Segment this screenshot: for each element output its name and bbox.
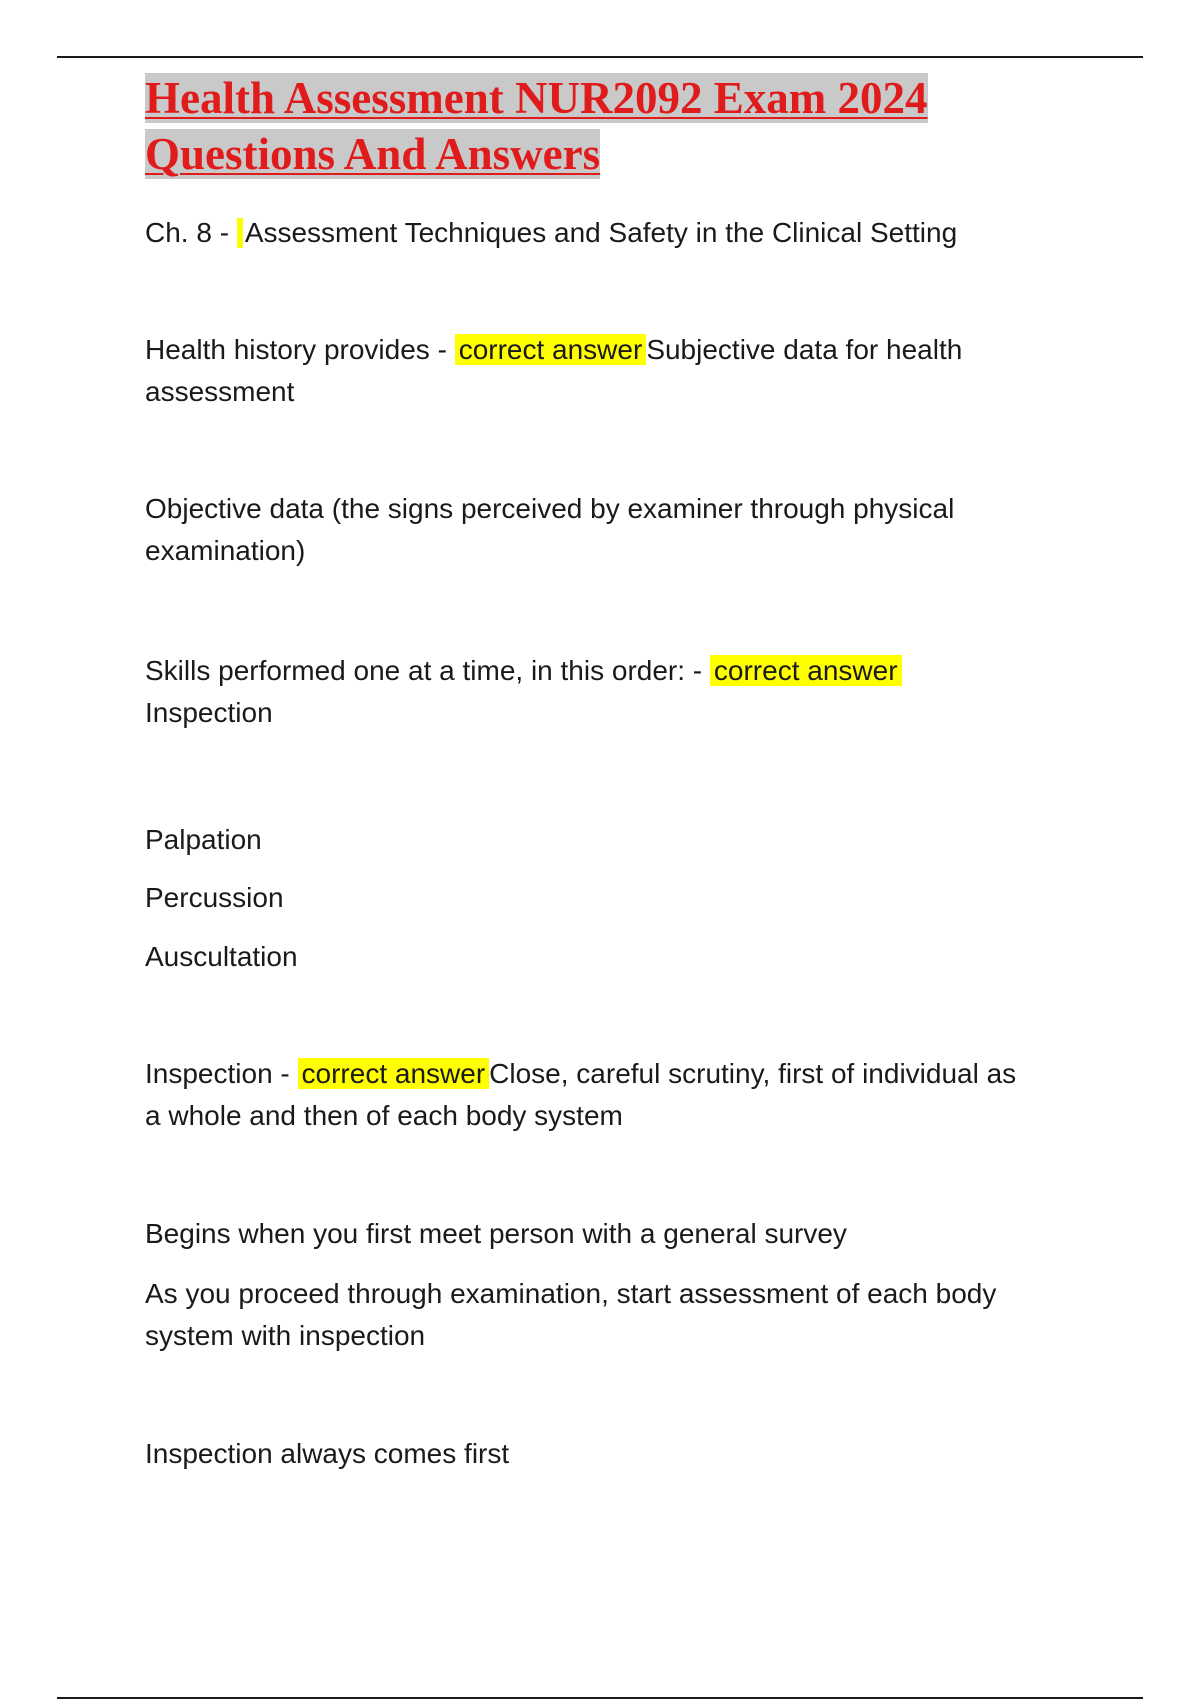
step-percussion-line (145, 877, 1085, 919)
question-text: Health history provides - (145, 334, 455, 365)
question-text: Skills performed one at a time, in this order: - (145, 655, 710, 686)
note-line-1: As you proceed through examination, start assessment of each body (145, 1278, 997, 1309)
bottom-rule (57, 1697, 1143, 1699)
inspection-note-3 (145, 1433, 1085, 1475)
top-rule (57, 56, 1143, 58)
title-line-1: Health Assessment NUR2092 Exam 2024 (145, 73, 928, 123)
document-body (145, 70, 1085, 1469)
step-inspection: Inspection (145, 697, 273, 728)
note-text: Inspection always comes first (145, 1438, 510, 1469)
qa-skills-order (145, 650, 1085, 734)
note-line-1: Objective data (the signs perceived by examiner through physical (145, 493, 955, 524)
question-text: Inspection - (145, 1058, 298, 1089)
qa-health-history (145, 329, 1085, 413)
answer-text-cont: assessment (145, 376, 295, 407)
document-title (145, 70, 1085, 182)
chapter-heading (145, 212, 1085, 254)
step-auscultation: Auscultation (145, 941, 298, 972)
correct-answer-label: correct answer (455, 334, 647, 365)
note-text: Begins when you first meet person with a general survey (145, 1218, 847, 1249)
chapter-title: Assessment Techniques and Safety in the Clinical Setting (244, 217, 958, 248)
inspection-note-1 (145, 1213, 1085, 1255)
title-line-2: Questions And Answers (145, 129, 601, 179)
highlight-mark (237, 218, 243, 248)
correct-answer-label: correct answer (710, 655, 902, 686)
step-percussion: Percussion (145, 882, 284, 913)
answer-text: Subjective data for health (646, 334, 963, 365)
note-line-2: examination) (145, 535, 306, 566)
qa-inspection (145, 1053, 1085, 1137)
answer-text-cont: a whole and then of each body system (145, 1100, 623, 1131)
step-auscultation-line (145, 936, 1085, 978)
objective-data-note (145, 488, 1085, 572)
chapter-prefix: Ch. 8 - (145, 217, 237, 248)
step-palpation: Palpation (145, 824, 262, 855)
correct-answer-label: correct answer (298, 1058, 490, 1089)
note-line-2: system with inspection (145, 1320, 426, 1351)
inspection-note-2 (145, 1273, 1085, 1357)
step-palpation-line (145, 819, 1085, 861)
answer-text: Close, careful scrutiny, first of individual as (489, 1058, 1017, 1089)
